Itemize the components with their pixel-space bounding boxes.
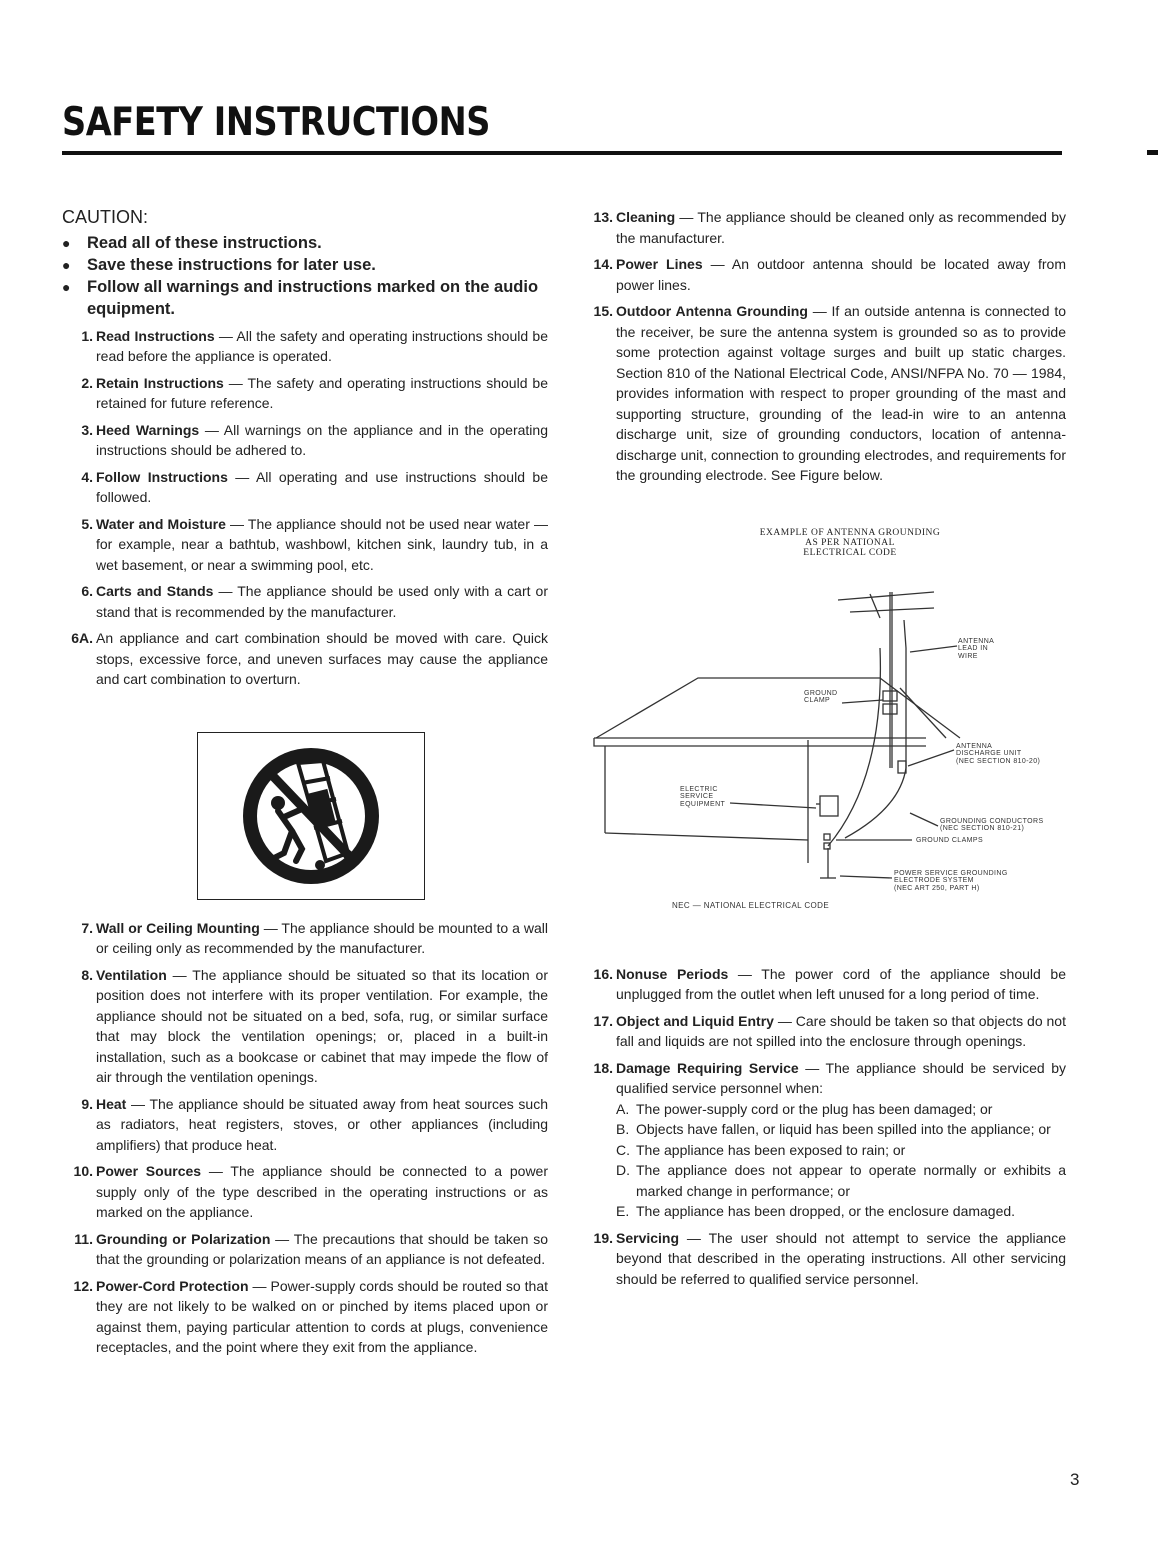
- label-nec-note: NEC — NATIONAL ELECTRICAL CODE: [672, 900, 830, 910]
- instruction-item: 11. Grounding or Polarization — The precautions that should be taken so that the grounding or polarization means of an appliance is not defeated.: [74, 1230, 548, 1267]
- label-power-service: POWER SERVICE GROUNDING ELECTRODE SYSTEM (NEC ART 250, PART H): [894, 869, 1008, 892]
- instruction-item: 13. Cleaning — The appliance should be cleaned only as recommended by the manufacturer.: [593, 209, 1066, 246]
- instruction-item: 8. Ventilation — The appliance should be situated so that its location or position does not interfere with its proper ventilation. For example, the appliance should not be situated on a bed, sofa, rug, or similar surface that may block the ventilation openings; or, placed in a built-in installation, such as a bookcase or cabinet that may impede the flow of air through the ventilation openings.: [81, 966, 548, 1085]
- instruction-item: 10. Power Sources — The appliance should be connected to a power supply only of the type described in the operating instructions or as marked on the appliance.: [73, 1163, 549, 1220]
- instruction-item: 14. Power Lines — An outdoor antenna should be located away from power lines.: [593, 256, 1067, 293]
- bullet-dot-icon: ●: [62, 234, 71, 251]
- instruction-item: 2. Retain Instructions — The safety and operating instructions should be retained for future reference.: [81, 374, 549, 411]
- damage-condition: A. The power-supply cord or the plug has been damaged; or: [616, 1100, 993, 1117]
- instruction-item: 15. Outdoor Antenna Grounding — If an outside antenna is connected to the receiver, be sure the antenna system is grounded so as to provide some protection against voltage surges and built up static charges. Section 810 of the National Electrical Code, ANSI/NFPA No. 70 — 1984, provides information with respect to proper grounding of the mast and supporting structure, grounding of the lead-in wire to an antenna discharge unit, size of grounding conductors, location of antenna-discharge unit, connection to grounding electrodes, and requirements for the grounding electrode. See Figure below.: [593, 303, 1066, 483]
- page-number: 3: [1070, 1470, 1080, 1489]
- label-grounding-conductors: GROUNDING CONDUCTORS (NEC SECTION 810-21): [940, 817, 1044, 832]
- bullet-dot-icon: ●: [62, 256, 71, 273]
- antenna-grounding-diagram: [580, 528, 1066, 928]
- instruction-item: 7. Wall or Ceiling Mounting — The appliance should be mounted to a wall or ceiling only as recommended by the manufacturer.: [81, 919, 548, 956]
- instruction-item: 3. Heed Warnings — All warnings on the appliance and in the operating instructions should be adhered to.: [81, 421, 548, 458]
- instruction-item: 18. Damage Requiring Service — The appliance should be serviced by qualified service personnel when: A. The power-supply cord or the plug has been damaged; or B. Objects have fallen, or liquid has been spilled into the appliance; or C. The appliance has been exposed to rain; or D. The appliance does not appear to operate normally or exhibits a marked change in performance; or E. The appliance has been dropped, or the enclosure damaged.: [580, 1058, 1066, 1222]
- instruction-item: 6. Carts and Stands — The appliance should be used only with a cart or stand that is recommended by the manufacturer.: [81, 583, 548, 620]
- damage-condition: D. The appliance does not appear to operate normally or exhibits a marked change in performance; or: [616, 1162, 1066, 1199]
- instruction-item: 5. Water and Moisture — The appliance should not be used near water — for example, near a bathtub, washbowl, kitchen sink, laundry tub, in a wet basement, or near a swimming pool, etc.: [81, 515, 548, 573]
- damage-condition: E. The appliance has been dropped, or the enclosure damaged.: [616, 1203, 1016, 1219]
- page-title: SAFETY INSTRUCTIONS: [62, 100, 490, 145]
- label-antenna-lead-in: ANTENNA LEAD IN WIRE: [958, 637, 995, 660]
- edge-mark: [1147, 150, 1158, 155]
- right-column: [580, 207, 1066, 1289]
- label-electric-service: ELECTRIC SERVICE EQUIPMENT: [680, 785, 726, 808]
- instruction-item: 19. Servicing — The user should not attempt to service the appliance beyond that described in the operating instructions. All other servicing should be referred to qualified service personnel.: [593, 1229, 1066, 1287]
- caution-bullet: ● Follow all warnings and instructions marked on the audio equipment.: [62, 277, 539, 318]
- instruction-item: 16. Nonuse Periods — The power cord of the appliance should be unplugged from the outlet when left unused for a long period of time.: [593, 965, 1066, 1002]
- figure-title: EXAMPLE OF ANTENNA GROUNDING AS PER NATIONAL ELECTRICAL CODE: [759, 527, 941, 558]
- instruction-item: 9. Heat — The appliance should be situated away from heat sources such as radiators, heat registers, stoves, or other appliances (including amplifiers) that produce heat.: [81, 1095, 548, 1153]
- label-ground-clamp: GROUND CLAMP: [804, 689, 838, 704]
- left-column: [62, 207, 548, 1358]
- instruction-item: 12. Power-Cord Protection — Power-supply cords should be routed so that they are not likely to be walked on or pinched by items placed upon or against them, paying particular attention to cords at plugs, convenience receptacles, and the point where they exit from the appliance.: [73, 1277, 548, 1355]
- instruction-item: 17. Object and Liquid Entry — Care should be taken so that objects do not fall and liquids are not spilled into the enclosure through openings.: [593, 1012, 1066, 1049]
- caution-bullet: ● Save these instructions for later use.: [62, 255, 376, 274]
- damage-condition: C. The appliance has been exposed to rain; or: [616, 1141, 906, 1158]
- instruction-item: 4. Follow Instructions — All operating and use instructions should be followed.: [81, 468, 548, 505]
- bullet-dot-icon: ●: [62, 278, 71, 295]
- caution-heading: CAUTION:: [62, 207, 149, 227]
- caution-bullet: ● Read all of these instructions.: [62, 233, 322, 252]
- damage-condition: B. Objects have fallen, or liquid has been spilled into the appliance; or: [616, 1121, 1051, 1137]
- title-rule: [62, 151, 1062, 155]
- cart-tipover-warning-icon: [198, 733, 424, 899]
- instruction-item: 1. Read Instructions — All the safety and operating instructions should be read before the appliance is operated.: [81, 327, 548, 364]
- instruction-item: 6A. An appliance and cart combination should be moved with care. Quick stops, excessive force, and uneven surfaces may cause the appliance and cart combination to overturn.: [71, 630, 548, 687]
- label-ground-clamps: GROUND CLAMPS: [916, 836, 984, 844]
- label-discharge-unit: ANTENNA DISCHARGE UNIT (NEC SECTION 810-20): [956, 742, 1041, 765]
- house-antenna-drawing: [580, 528, 1066, 928]
- cart-warning-figure: [197, 732, 425, 900]
